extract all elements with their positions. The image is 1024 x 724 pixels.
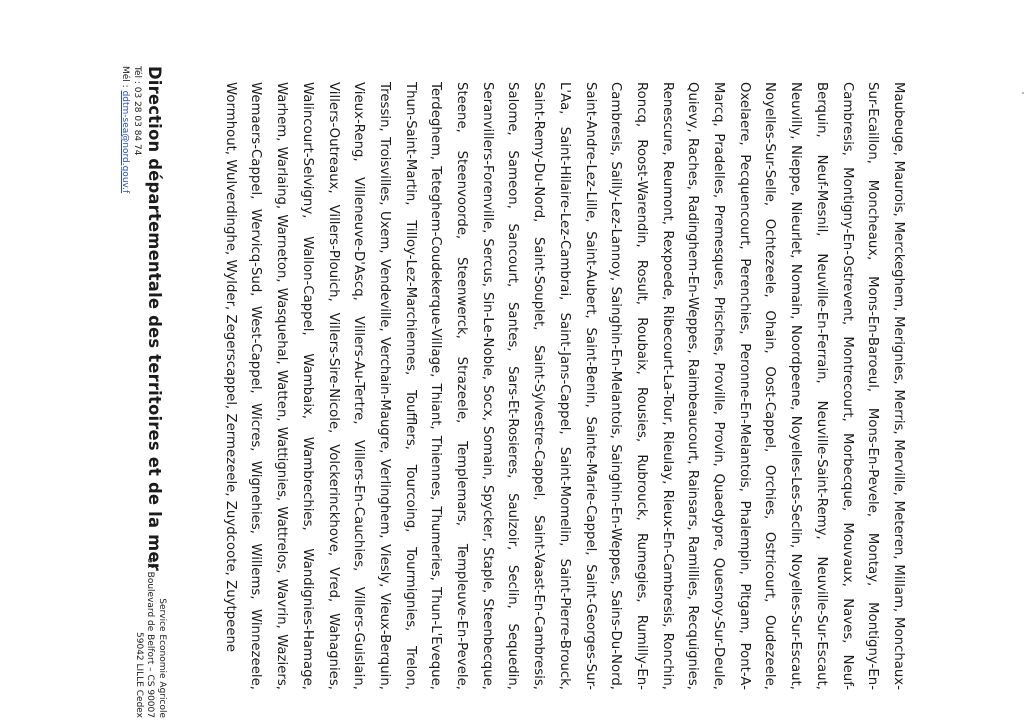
- department-title: Direction départementale des territoires et de la mer: [145, 66, 164, 572]
- mail-link[interactable]: ddtm-sea@nord.gouv.f: [120, 90, 130, 194]
- address-line-service: Service Economie Agricole: [157, 598, 167, 718]
- footer-left-block: [119, 66, 164, 572]
- commune-list: Maubeuge, Maurois, Merckeghem, Merignies, Merris, Merville, Meteren, Millam, Monchaux-Sur-Ecaillon, Moncheaux, Mons-En-Baroeul, Mons-En-Pevele, Montay, Montigny-En-Cambresis, Montigny-En-Ostrevent, Montrecourt, Morbecque, Mouvaux, Naves, Neuf-Berquin, Neuf-Mesnil, Neuville-En-Ferrain, Neuville-Saint-Remy, Neuville-Sur-Escaut, Neuvilly, Nieppe, Nieurlet, Nomain, Noordpeene, Noyelles-Les-Seclin, Noyelles-Sur-Escaut, Noyelles-Sur-Selle, Ochtezeele, Ohain, Oost-Cappel, Orchies, Ostricourt, Oudezeele, Oxelaere, Pecquencourt, Perenchies, Peronne-En-Melantois, Phalempin, Pitgam, Pont-A-Marcq, Pradelles, Premesques, Prisches, Proville, Provin, Quaedypre, Quesnoy-Sur-Deule, Quievy, Raches, Radinghem-En-Weppes, Raimbeaucourt, Rainsars, Ramillies, Recquignies, Renescure, Reumont, Rexpoede, Ribecourt-La-Tour, Rieulay, Rieux-En-Cambresis, Ronchin, Roncq, Roost-Warendin, Rosult, Roubaix, Rousies, Rubrouck, Rumegies, Rumilly-En-Cambresis, Sailly-Lez-Lannoy, Sainghin-En-Melantois, Sainghin-En-Weppes, Sains-Du-Nord, Saint-Andre-Lez-Lille, Saint-Aubert, Saint-Benin, Sainte-Marie-Cappel, Saint-Georges-Sur-L'Aa, Saint-Hilaire-Lez-Cambrai, Saint-Jans-Cappel, Saint-Momelin, Saint-Pierre-Brouck, Saint-Remy-Du-Nord, Saint-Souplet, Saint-Sylvestre-Cappel, Saint-Vaast-En-Cambresis, Salome, Sameon, Sancourt, Santes, Sars-Et-Rosieres, Saulzoir, Seclin, Sequedin, Seranvillers-Forenville, Sercus, Sin-Le-Noble, Socx, Somain, Spycker, Staple, Steenbecque, Steene, Steenvoorde, Steenwerck, Strazeele, Templemars, Templeuve-En-Pevele, Terdeghem, Teteghem-Coudekerque-Village, Thiant, Thiennes, Thumeries, Thun-L'Eveque, Thun-Saint-Martin, Tilloy-Lez-Marchiennes, Toufflers, Tourcoing, Tourmignies, Trelon, Tressin, Troisvilles, Uxem, Vendeville, Verchain-Maugre, Verlinghem, Viesly, Vieux-Berquin, Vieux-Reng, Villeneuve-D'Ascq, Villers-Au-Tertre, Villers-En-Cauchies, Villers-Guislain, Villers-Outreaux, Villers-Plouich, Villers-Sire-Nicole, Volckerinckhove, Vred, Wahagnies, Walincourt-Selvigny, Wallon-Cappel, Wambaix, Wambrechies, Wandignies-Hamage, Warhem, Warlaing, Warneton, Wasquehal, Watten, Wattignies, Wattrelos, Wavrin, Waziers, Wemaers-Cappel, Wervicq-Sud, West-Cappel, Wicres, Wignehies, Willems, Winnezeele, Wormhout, Wulverdinghe, Wylder, Zegerscappel, Zermezeele, Zuydcoote, Zuytpeene: [222, 82, 906, 690]
- phone-line: Tél : 03 28 03 84 74: [132, 66, 142, 156]
- mail-line: [119, 66, 131, 506]
- address-line-street: 62 Boulevard de Belfort – CS 90007: [145, 557, 156, 718]
- contact-block: [119, 66, 143, 506]
- address-line-city: 59042 LILLE Cedex: [134, 632, 144, 718]
- footer-address-block: [133, 522, 168, 718]
- mail-label: Mél :: [120, 66, 130, 91]
